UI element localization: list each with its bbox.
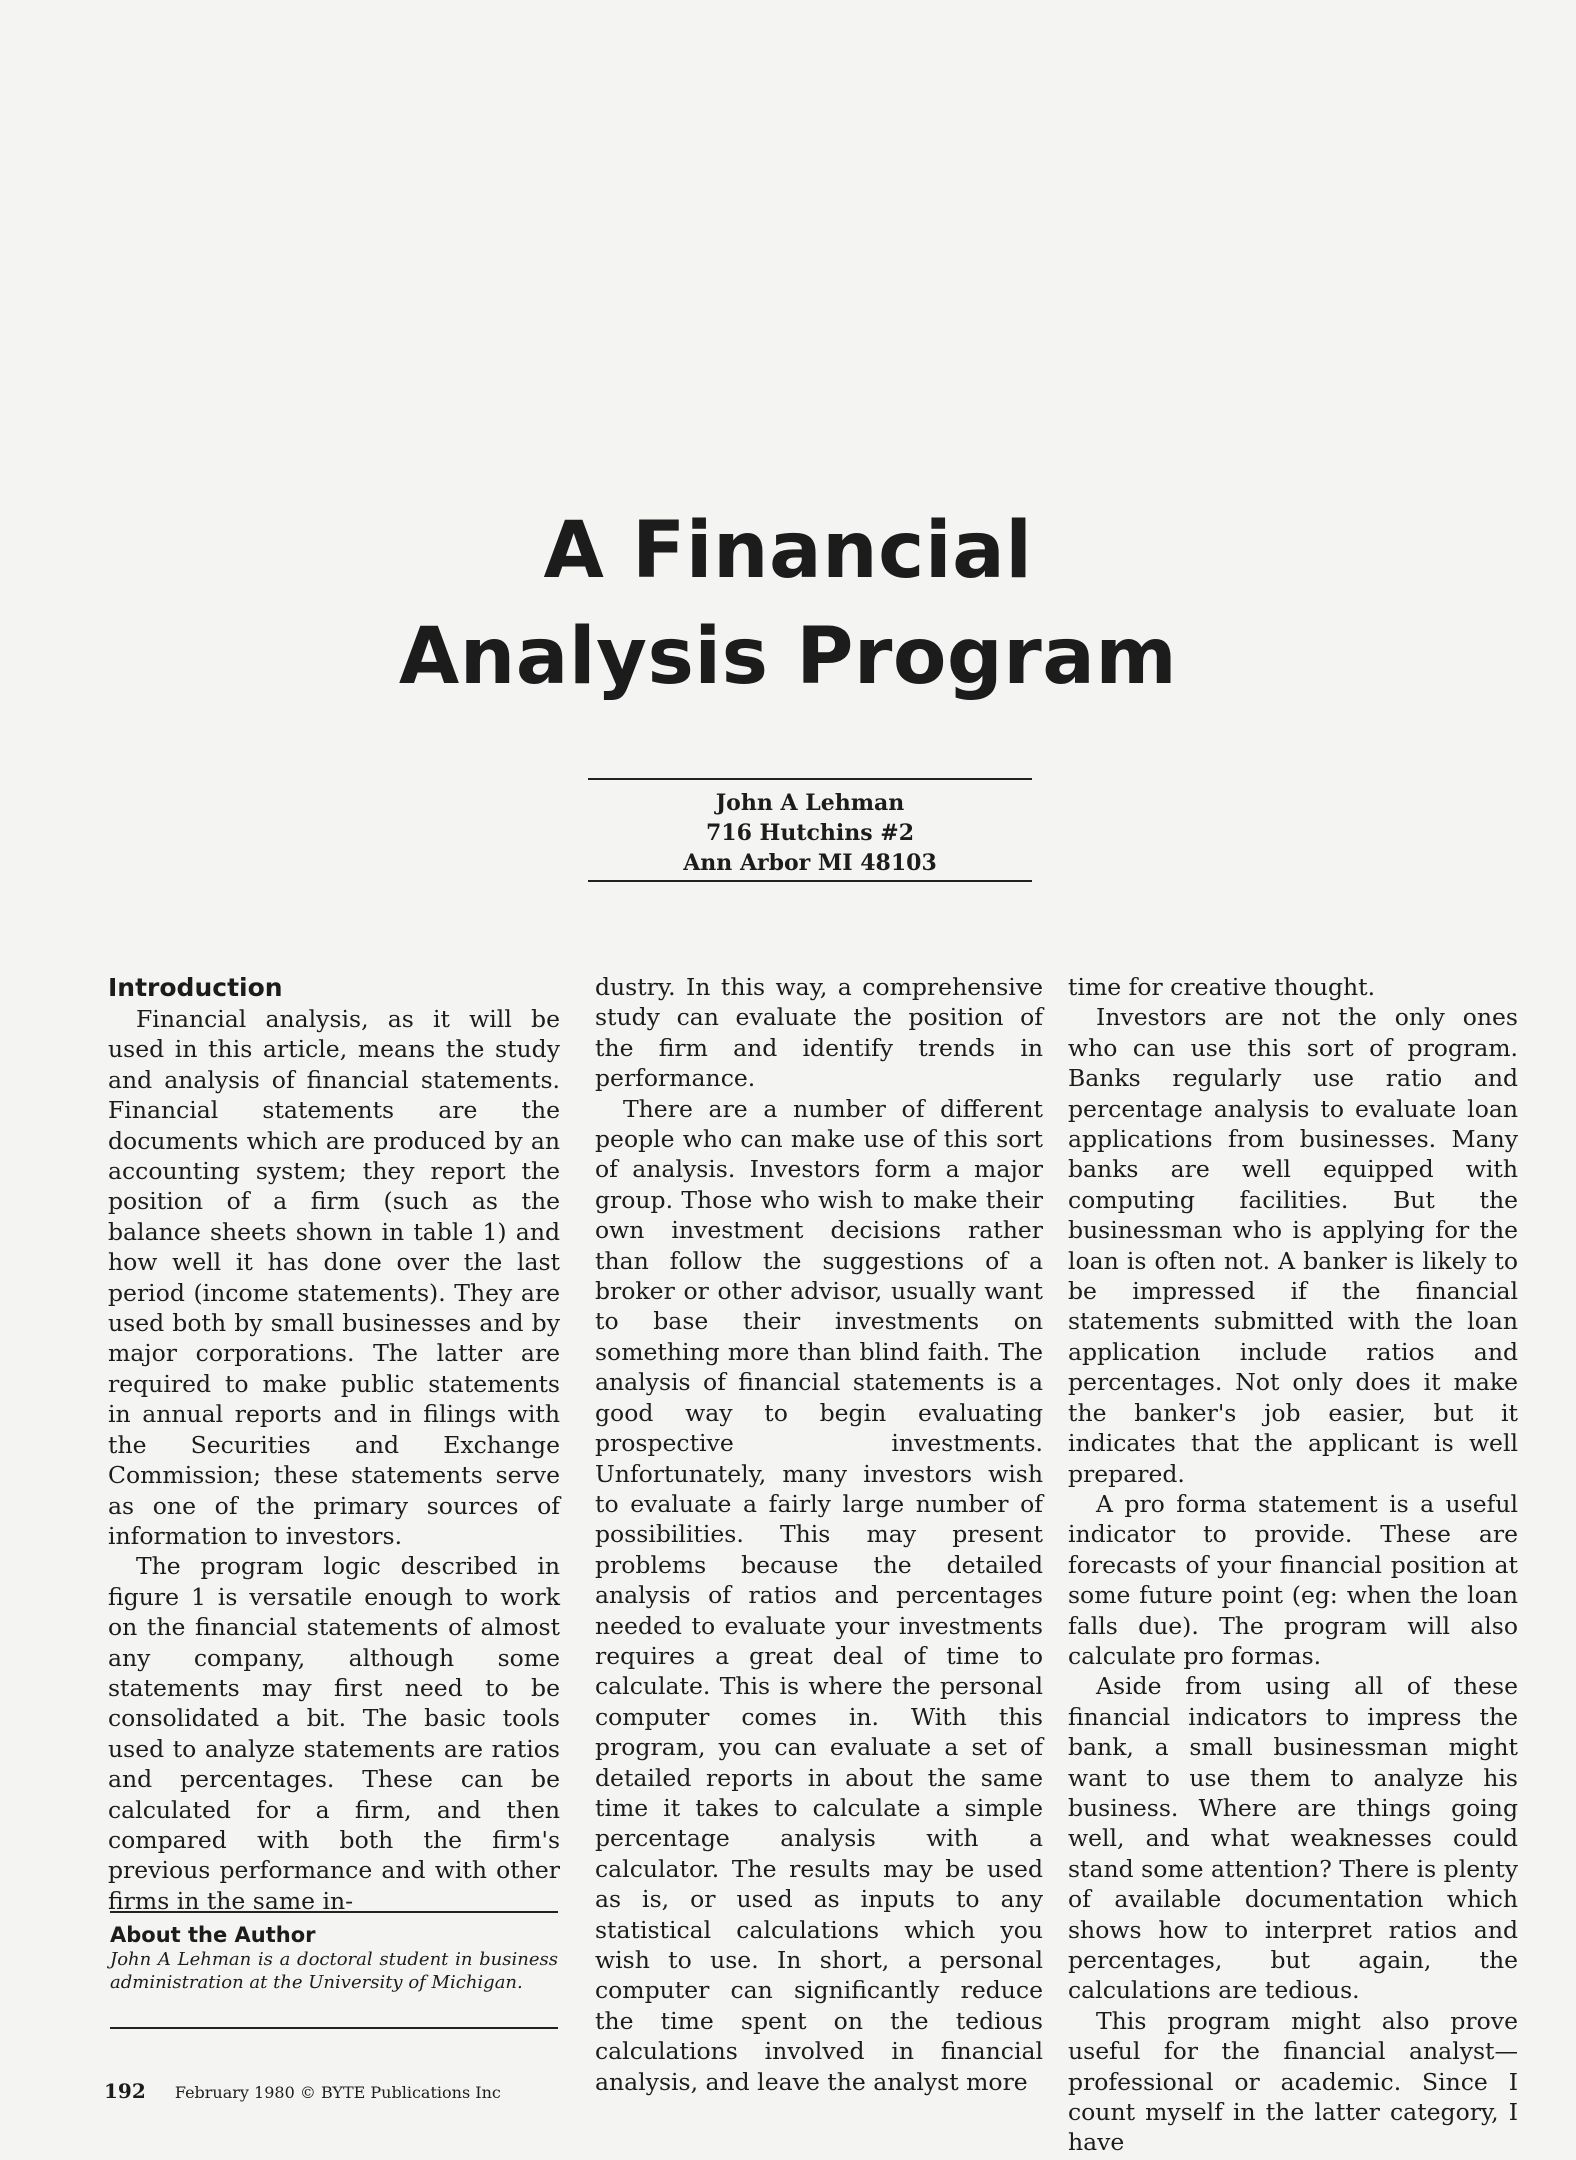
paragraph-6: Aside from using all of these financial indicators to impress the bank, a small businessman might want to use them to analyze his business. Where are things going well, and what weaknesses could stand some attention? There is plenty of available documentation which shows how to interpret ratios and percentages, but again, the calculations are tedious. <box>1068 1672 1518 2005</box>
title-line-1: A Financial <box>543 506 1033 596</box>
page-number: 192 <box>104 2079 146 2103</box>
paragraph-1: Financial analysis, as it will be used in this article, means the study and analysis of financial statements. Financial statements are the documents which are produced by an accounting system; they report the position of a firm (such as the balance sheets shown in table 1) and how well it has done over the last period (income statements). They are used both by small businesses and by major corporations. The latter are required to make public statements in annual reports and in filings with the Securities and Exchange Commission; these statements serve as one of the primary sources of information to investors. <box>108 1005 560 1550</box>
about-author-text: John A Lehman is a doctoral student in business administration at the University of Michigan. <box>110 1949 558 1993</box>
author-block <box>588 788 1032 878</box>
author-city: Ann Arbor MI 48103 <box>683 850 937 876</box>
column-3 <box>1068 972 1518 2158</box>
title-line-2: Analysis Program <box>398 612 1178 702</box>
paragraph-4: Investors are not the only ones who can use this sort of program. Banks regularly use ratio and percentage analysis to evaluate loan applications from businesses. Many banks are well equipped with computing facilities. But the businessman who is applying for the loan is often not. A banker is likely to be impressed if the financial statements submitted with the loan application include ratios and percentages. Not only does it make the banker's job easier, but it indicates that the applicant is well prepared. <box>1068 1003 1518 1488</box>
author-rule-bottom <box>588 880 1032 882</box>
about-author-box <box>110 1922 558 1994</box>
about-rule-bottom <box>110 2027 558 2029</box>
paragraph-3-continued: time for creative thought. <box>1068 973 1376 1001</box>
page-footer <box>104 2080 501 2104</box>
paragraph-7: This program might also prove useful for the financial analyst— professional or academic. Since I count myself in the latter category, I have <box>1068 2006 1518 2157</box>
issue-info: February 1980 © BYTE Publications Inc <box>174 2083 501 2102</box>
paragraph-2-continued: dustry. In this way, a comprehensive study can evaluate the position of the firm and identify trends in performance. <box>595 973 1043 1093</box>
about-author-heading: About the Author <box>110 1923 316 1947</box>
column-1 <box>108 972 560 1916</box>
about-rule-top <box>110 1911 558 1913</box>
author-rule-top <box>588 778 1032 780</box>
article-title <box>0 498 1576 710</box>
author-street: 716 Hutchins #2 <box>705 820 915 846</box>
introduction-heading: Introduction <box>108 973 283 1002</box>
paragraph-3: There are a number of different people who can make use of this sort of analysis. Investors form a major group. Those who wish to make their own investment decisions rather than follow the suggestions of a broker or other advisor, usually want to base their investments on something more than blind faith. The analysis of financial statements is a good way to begin evaluating prospective investments. Unfortunately, many investors wish to evaluate a fairly large number of possibilities. This may present problems because the detailed analysis of ratios and percentages needed to evaluate your investments requires a great deal of time to calculate. This is where the personal computer comes in. With this program, you can evaluate a set of detailed reports in about the same time it takes to calculate a simple percentage analysis with a calculator. The results may be used as is, or used as inputs to any statistical calculations which you wish to use. In short, a personal computer can significantly reduce the time spent on the tedious calculations involved in financial analysis, and leave the analyst more <box>595 1094 1043 2096</box>
author-name: John A Lehman <box>715 790 905 816</box>
column-2 <box>595 972 1043 2097</box>
paragraph-5: A pro forma statement is a useful indicator to provide. These are forecasts of your financial position at some future point (eg: when the loan falls due). The program will also calculate pro formas. <box>1068 1489 1518 1670</box>
paragraph-2: The program logic described in figure 1 is versatile enough to work on the financial statements of almost any company, although some statements may first need to be consolidated a bit. The basic tools used to analyze statements are ratios and percentages. These can be calculated for a firm, and then compared with both the firm's previous performance and with other firms in the same in- <box>108 1552 560 1915</box>
